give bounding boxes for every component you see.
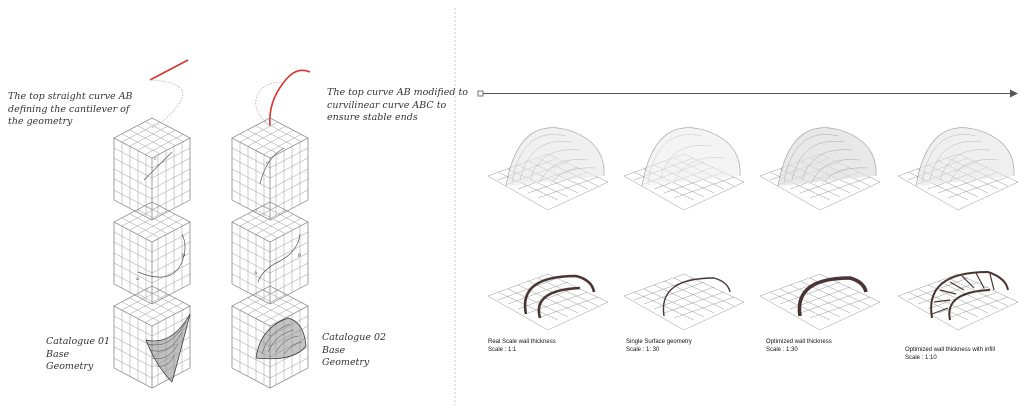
annotation-curvilinear-curve: The top curve AB modified to curvilinear curve ABC to ensure stable ends bbox=[327, 87, 469, 123]
shell-surface-3 bbox=[760, 128, 880, 210]
catalogue-02-label: Catalogue 02 Base Geometry bbox=[322, 332, 387, 368]
annotation-straight-curve: The top straight curve AB defining the cantilever of the geometry bbox=[8, 91, 133, 127]
svg-text:a: a bbox=[136, 276, 139, 282]
svg-text:a: a bbox=[254, 270, 257, 276]
caption-single-surface: Single Surface geometry Scale : 1: 30 bbox=[626, 339, 692, 353]
caption-optimized: Optimized wall thickness Scale : 1:30 bbox=[766, 339, 832, 353]
svg-text:p: p bbox=[182, 252, 186, 258]
top-curve-abc bbox=[256, 70, 310, 126]
caption-real-scale: Real Scale wall thickness Scale : 1:1 bbox=[488, 339, 556, 353]
section-real-scale bbox=[488, 274, 608, 330]
svg-text:p: p bbox=[298, 252, 302, 258]
progression-arrow bbox=[478, 90, 1018, 98]
section-optimized bbox=[760, 274, 880, 330]
shell-surface-1 bbox=[488, 128, 608, 210]
shell-surface-2 bbox=[624, 128, 744, 210]
top-curve-ab bbox=[150, 60, 188, 128]
shell-surface-4 bbox=[898, 128, 1018, 210]
svg-text:c: c bbox=[266, 160, 269, 166]
section-single-surface bbox=[624, 274, 744, 330]
section-optimized-infill bbox=[898, 272, 1018, 330]
catalogue-01-label: Catalogue 01 Base Geometry bbox=[46, 336, 111, 372]
caption-optimized-infill: Optimized wall thickness with infill Scale : 1:10 bbox=[905, 347, 996, 361]
svg-text:c: c bbox=[154, 156, 157, 162]
